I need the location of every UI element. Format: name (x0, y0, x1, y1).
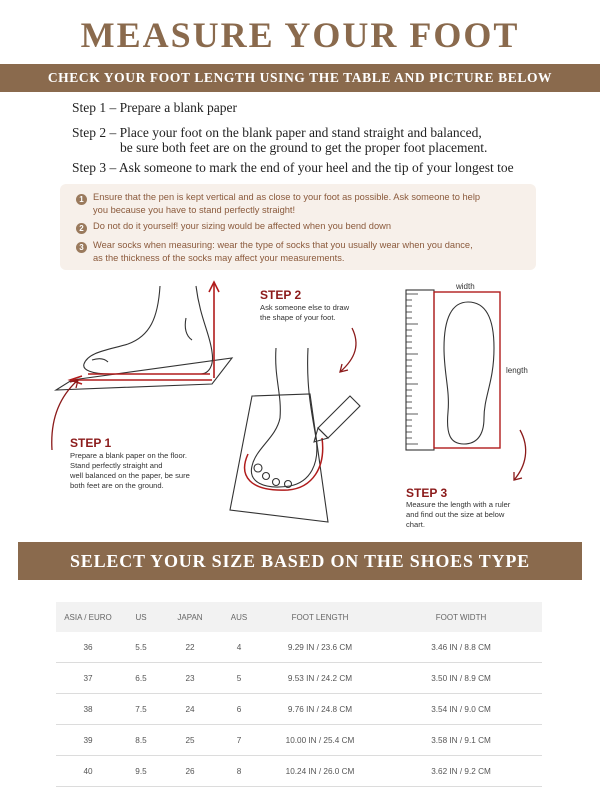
measure-frame (434, 292, 500, 448)
table-cell: 37 (83, 673, 93, 683)
header-asia-euro: ASIA / EURO (64, 612, 112, 622)
header-aus: AUS (230, 612, 248, 622)
page-title: MEASURE YOUR FOOT (80, 15, 520, 55)
step-2-desc-line-1: Ask someone else to draw (260, 303, 350, 312)
tip-1-line-2: you because you have to stand perfectly straight! (93, 205, 296, 215)
step-2-description (260, 303, 349, 323)
step-1-desc-line-3: well balanced on the paper, be sure (70, 471, 190, 480)
tip-number-badge: 2 (76, 223, 87, 234)
header-us: US (135, 612, 147, 622)
tip-1-line-1: Ensure that the pen is kept vertical and as close to your foot as possible. Ask someone to help (93, 192, 481, 202)
table-cell: 3.54 IN / 9.0 CM (431, 704, 491, 714)
header-foot-length: FOOT LENGTH (291, 612, 349, 622)
table-cell: 9.29 IN / 23.6 CM (287, 642, 353, 652)
table-cell: 36 (83, 642, 93, 652)
step-2 (72, 125, 487, 155)
step-3-line-1: Step 3 – Ask someone to mark the end of your heel and the tip of your longest toe (72, 160, 514, 175)
curved-arrow-icon (514, 430, 526, 480)
width-label: width (456, 282, 475, 291)
table-cell: 23 (185, 673, 195, 683)
step-1-line-1: Step 1 – Prepare a blank paper (72, 100, 237, 115)
tip-number-badge: 1 (76, 194, 87, 205)
table-cell: 7 (236, 735, 242, 745)
table-cell: 3.50 IN / 8.9 CM (431, 673, 491, 683)
step-2-line-1: Step 2 – Place your foot on the blank paper and stand straight and balanced, (72, 125, 482, 140)
table-cell: 10.24 IN / 26.0 CM (285, 766, 355, 776)
header-japan: JAPAN (177, 612, 203, 622)
table-row (56, 694, 542, 725)
tip-2 (76, 220, 513, 234)
pen-icon (314, 396, 360, 442)
table-cell: 3.46 IN / 8.8 CM (431, 642, 491, 652)
tip-1 (76, 191, 513, 217)
table-cell: 22 (185, 642, 195, 652)
table-row (56, 632, 542, 663)
step-3-desc-line-2: and find out the size at below (406, 510, 505, 519)
measure-banner: CHECK YOUR FOOT LENGTH USING THE TABLE AND PICTURE BELOW (0, 64, 600, 92)
tip-text (93, 239, 513, 265)
step-3-label: STEP 3 (406, 486, 448, 500)
curved-arrow-icon (340, 328, 356, 372)
table-cell: 5.5 (135, 642, 147, 652)
traced-foot-icon (230, 348, 328, 522)
step-3-description (406, 500, 510, 530)
step-3-desc-line-1: Measure the length with a ruler (406, 500, 511, 509)
step-1-desc-line-2: Stand perfectly straight and (70, 461, 163, 470)
step-1-desc-line-1: Prepare a blank paper on the floor. (70, 451, 187, 460)
table-cell: 9.53 IN / 24.2 CM (287, 673, 353, 683)
table-cell: 40 (83, 766, 93, 776)
table-row (56, 663, 542, 694)
size-table (56, 602, 542, 787)
table-cell: 4 (236, 642, 242, 652)
step-3 (72, 160, 514, 176)
tips-box (60, 184, 536, 270)
table-row (56, 756, 542, 787)
tip-number-badge: 3 (76, 242, 87, 253)
table-cell: 10.00 IN / 25.4 CM (285, 735, 355, 745)
tip-text (93, 220, 513, 233)
tip-3-line-2: as the thickness of the socks may affect your measurements. (93, 253, 345, 263)
tip-text (93, 191, 513, 217)
footprint-icon (444, 302, 494, 444)
step-3-desc-line-3: chart. (406, 520, 425, 529)
step-1-desc-line-4: both feet are on the ground. (70, 481, 164, 490)
table-cell: 38 (83, 704, 93, 714)
step-2-desc-line-2: the shape of your foot. (260, 313, 336, 322)
table-cell: 25 (185, 735, 195, 745)
ruler-ticks (406, 294, 418, 450)
table-cell: 3.62 IN / 9.2 CM (431, 766, 491, 776)
step-1 (72, 100, 237, 116)
step-2-line-2: be sure both feet are on the ground to get the proper foot placement. (120, 140, 488, 155)
table-cell: 24 (185, 704, 195, 714)
table-cell: 6.5 (135, 673, 147, 683)
table-cell: 3.58 IN / 9.1 CM (431, 735, 491, 745)
table-row (56, 725, 542, 756)
length-label: length (506, 366, 528, 375)
step-1-label: STEP 1 (70, 436, 112, 450)
header-foot-width: FOOT WIDTH (435, 612, 487, 622)
table-cell: 5 (236, 673, 242, 683)
step-1-description (70, 451, 190, 491)
step-2-label: STEP 2 (260, 288, 302, 302)
table-cell: 7.5 (135, 704, 147, 714)
table-cell: 6 (236, 704, 242, 714)
table-cell: 39 (83, 735, 93, 745)
measurement-illustration (0, 278, 600, 534)
table-cell: 8 (236, 766, 242, 776)
table-cell: 9.5 (135, 766, 147, 776)
tip-3-line-1: Wear socks when measuring: wear the type of socks that you usually wear when you dance, (93, 240, 473, 250)
tip-3 (76, 239, 513, 265)
table-cell: 26 (185, 766, 195, 776)
table-cell: 8.5 (135, 735, 147, 745)
table-header (56, 602, 542, 632)
table-cell: 9.76 IN / 24.8 CM (287, 704, 353, 714)
size-banner: SELECT YOUR SIZE BASED ON THE SHOES TYPE (18, 542, 582, 580)
tip-2-line-1: Do not do it yourself! your sizing would be affected when you bend down (93, 221, 392, 231)
